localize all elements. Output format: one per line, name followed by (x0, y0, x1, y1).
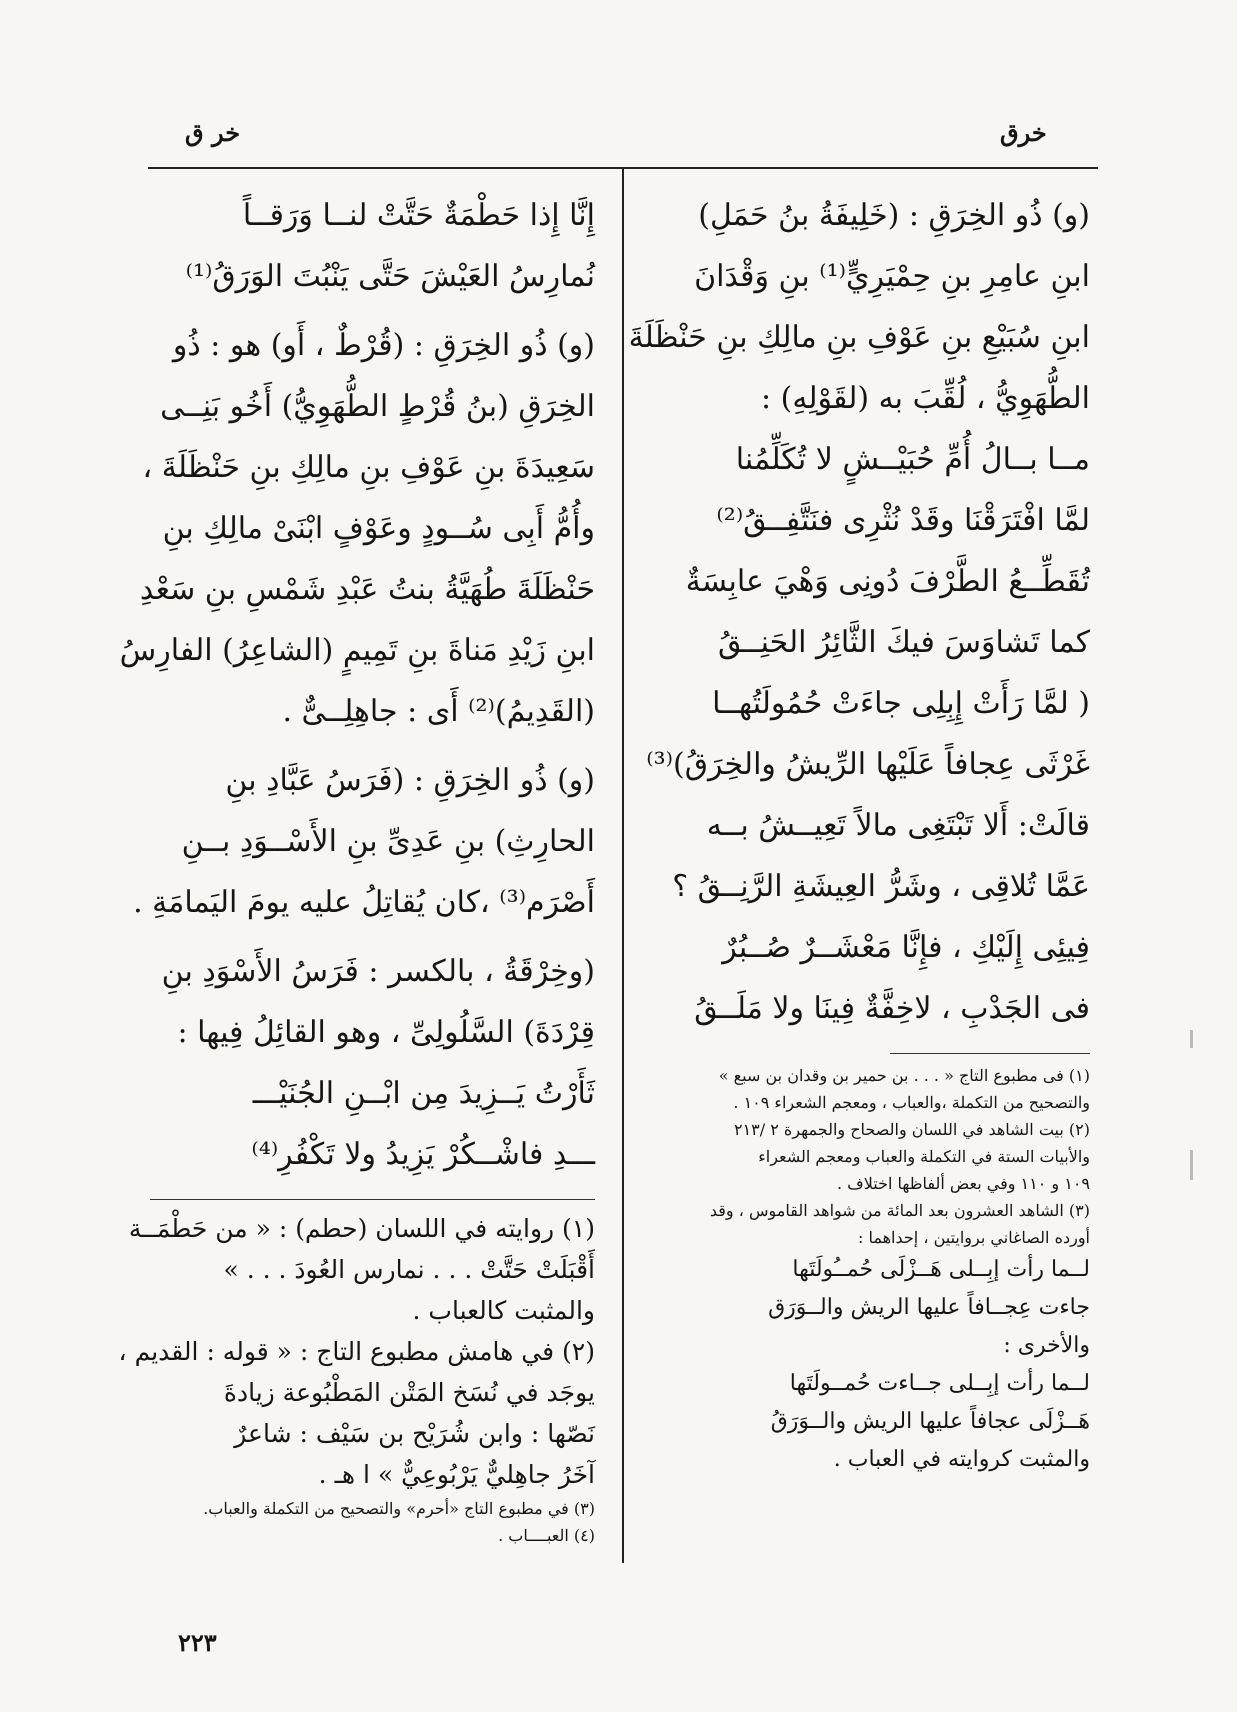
verse-line: عَمَّا تُلاقِى ، وشَرُّ العِيشَةِ الرَّنِــقُ ؟ (672, 869, 1090, 904)
text-line: (و) ذُو الخِرَقِ : (قُرْطٌ ، أَو) هو : ذُو (172, 328, 595, 363)
footnote-line: آخَرُ جاهِليٌّ يَرْبُوعِيٌّ » ا هـ . (318, 1460, 595, 1489)
page-number: ٢٢٣ (178, 1628, 217, 1657)
right-column-body (628, 185, 1090, 1039)
verse-line: لمَّا افْتَرَقْنَا وقَدْ نُثْرِى فنَتَّفِــقُ⁽²⁾ (716, 503, 1090, 538)
verse-line: قالَتْ: أَلا تَبْتَغِى مالاً تَعِيــشُ بــه (706, 808, 1090, 843)
text-line: (القَدِيمُ)⁽²⁾ أَى : جاهِلِــىٌّ . (282, 694, 595, 729)
text-line: قِرْدَةَ) السَّلُولِىِّ ، وهو القائِلُ فِيها : (177, 1015, 595, 1050)
footnote-line: (٣) في مطبوع التاج «أحرم» والتصحيح من التكملة والعباب. (203, 1499, 595, 1518)
right-column (628, 185, 1090, 1479)
verse-line: ( لمَّا رَأَتْ إِبِلِى جاءَتْ حُمُولَتُهــا (712, 686, 1090, 721)
text-line: (وخِرْقَةُ ، بالكسر : فَرَسُ الأَسْوَدِ بنِ (161, 954, 595, 989)
verse-line: تُقَطِّــعُ الطَّرْفَ دُونِى وَهْيَ عابِسَةٌ (685, 564, 1090, 599)
text-line: ابنِ سُبَيْعِ بنِ عَوْفِ بنِ مالِكِ بنِ حَنْظَلَةَ (628, 320, 1090, 355)
verse-line: نُمارِسُ العَيْشَ حَتَّى يَنْبُتَ الوَرَقُ⁽¹⁾ (185, 259, 595, 294)
text-line: ابنِ زَيْدِ مَناةَ بنِ تَمِيمٍ (الشاعِرُ) الفارِسُ (119, 633, 595, 668)
footnote-line: (١) روايته في اللسان (حطم) : « من حَطْمَــة (128, 1214, 595, 1243)
verse-line: فى الجَدْبِ ، لاخِفَّةٌ فِينَا ولا مَلَــقُ (694, 991, 1090, 1026)
footnote-line: (٣) الشاهد العشرون بعد المائة من شواهد القاموس ، وقد (709, 1201, 1090, 1220)
footnote-verse: هَــزْلَى عجافاً عليها الريش والــوَرَقُ (770, 1409, 1090, 1434)
text-line: أَصْرَم⁽³⁾ ،كان يُقاتِلُ عليه يومَ اليَمامَةِ . (133, 885, 595, 920)
text-line: وأُمُّ أَبِى سُــودٍ وعَوْفٍ ابْنَىْ مالِكِ بنِ (162, 511, 595, 546)
footnote-rule (150, 1199, 595, 1200)
verse-line: ـــدِ فاشْــكُرْ يَزِيدُ ولا تَكْفُرِ⁽⁴⁾ (251, 1137, 595, 1172)
footnote-line: نَصّها : وابن شُرَيْح بن سَيْف : شاعرٌ (234, 1419, 595, 1448)
text-line: الخِرَقِ (بنُ قُرْطٍ الطُّهَوِيُّ) أَخُو بَنِــى (160, 389, 595, 424)
scan-mark (1190, 1030, 1193, 1048)
text-line: سَعِيدَةَ بنِ عَوْفِ بنِ مالِكِ بنِ حَنْظَلَةَ ، (142, 450, 595, 485)
column-divider (622, 168, 624, 1563)
footnote-line: والمثبت كالعباب . (412, 1296, 595, 1325)
running-head-right: خرق (1000, 118, 1047, 147)
text-line: حَنْظَلَةَ طُهَيَّةُ بنتُ عَبْدِ شَمْسِ بنِ سَعْدِ (139, 572, 595, 607)
footnote-line: أورده الصاغاني بروايتين ، إحداهما : (858, 1228, 1090, 1247)
footnote-line: (٤) العبــــاب . (498, 1526, 595, 1545)
footnote-line: (٢) بيت الشاهد في اللسان والصحاح والجمهرة ٢ /٢١٣ (733, 1120, 1090, 1139)
verse-line: غَرْثَى عِجافاً عَلَيْها الرِّيشُ والخِرَقُ)⁽³⁾ (646, 747, 1090, 782)
text-line: (و) ذُو الخِرَقِ : (فَرَسُ عَبَّادِ بنِ (225, 763, 595, 798)
text-line: (و) ذُو الخِرَقِ : (خَلِيفَةُ بنُ حَمَلِ) (698, 198, 1090, 233)
footnote-line: والمثبت كروايته في العباب . (833, 1447, 1090, 1472)
right-footnotes (650, 1053, 1090, 1479)
running-head-left: خر ق (185, 118, 241, 147)
text-line: ابنِ عامِرِ بنِ حِمْيَرِيٍّ⁽¹⁾ بنِ وَقْدَانَ (694, 259, 1090, 294)
footnote-line: والتصحيح من التكملة ،والعباب ، ومعجم الشعراء ١٠٩ . (733, 1093, 1090, 1112)
verse-line: كما تَشاوَسَ فيكَ الثَّائِرُ الحَنِــقُ (717, 625, 1090, 660)
verse-line: ثَأَرْتُ يَــزِيدَ مِن ابْــنِ الجُنَيْـــ (252, 1076, 595, 1111)
footnote-line: يوجَد في نُسَخ المَتْن المَطْبُوعة زيادةَ (223, 1378, 595, 1407)
text-line: الحارِثِ) بنِ عَدِىِّ بنِ الأَسْــوَدِ بــنِ (181, 824, 595, 859)
verse-line: إِنَّا إِذا حَطْمَةٌ حَتَّتْ لنــا وَرَقــاً (242, 198, 595, 233)
footnote-rule (890, 1053, 1090, 1054)
footnote-line: (١) فى مطبوع التاج « . . . بن حمير بن وقدان بن سبع » (718, 1066, 1090, 1085)
left-footnotes (118, 1199, 595, 1549)
footnote-verse: جاءت عِجــافاً عليها الريش والــوَرَق (768, 1295, 1090, 1320)
footnote-verse: لــما رأت إبِــلى جــاءت حُمــولَتَها (789, 1371, 1090, 1396)
footnote-line: ١٠٩ و ١١٠ وفي بعض ألفاظها اختلاف . (836, 1174, 1090, 1193)
footnote-line: (٢) في هامش مطبوع التاج : « قوله : القديم ، (118, 1337, 595, 1366)
verse-line: مــا بــالُ أُمِّ حُبَيْــشٍ لا تُكَلِّمُنا (735, 442, 1090, 477)
verse-line: فِيئِى إِلَيْكِ ، فإِنَّا مَعْشَــرٌ صُــبُرٌ (722, 930, 1090, 965)
footnote-line: والأبيات الستة في التكملة والعباب ومعجم الشعراء (758, 1147, 1090, 1166)
footnote-line: أَقْبَلَتْ حَتَّتْ . . . نمارس العُودَ . . . » (223, 1255, 595, 1284)
footnote-line: والأخرى : (1003, 1333, 1090, 1358)
left-column-body (119, 185, 595, 1185)
scan-mark (1190, 1150, 1193, 1180)
footnote-verse: لــما رأت إبِــلى هَــزْلَى حُمــُولَتَها (792, 1257, 1090, 1282)
left-column (118, 185, 595, 1549)
text-line: الطُّهَوِيُّ ، لُقِّبَ به (لقَوْلِهِ) : (760, 381, 1090, 416)
